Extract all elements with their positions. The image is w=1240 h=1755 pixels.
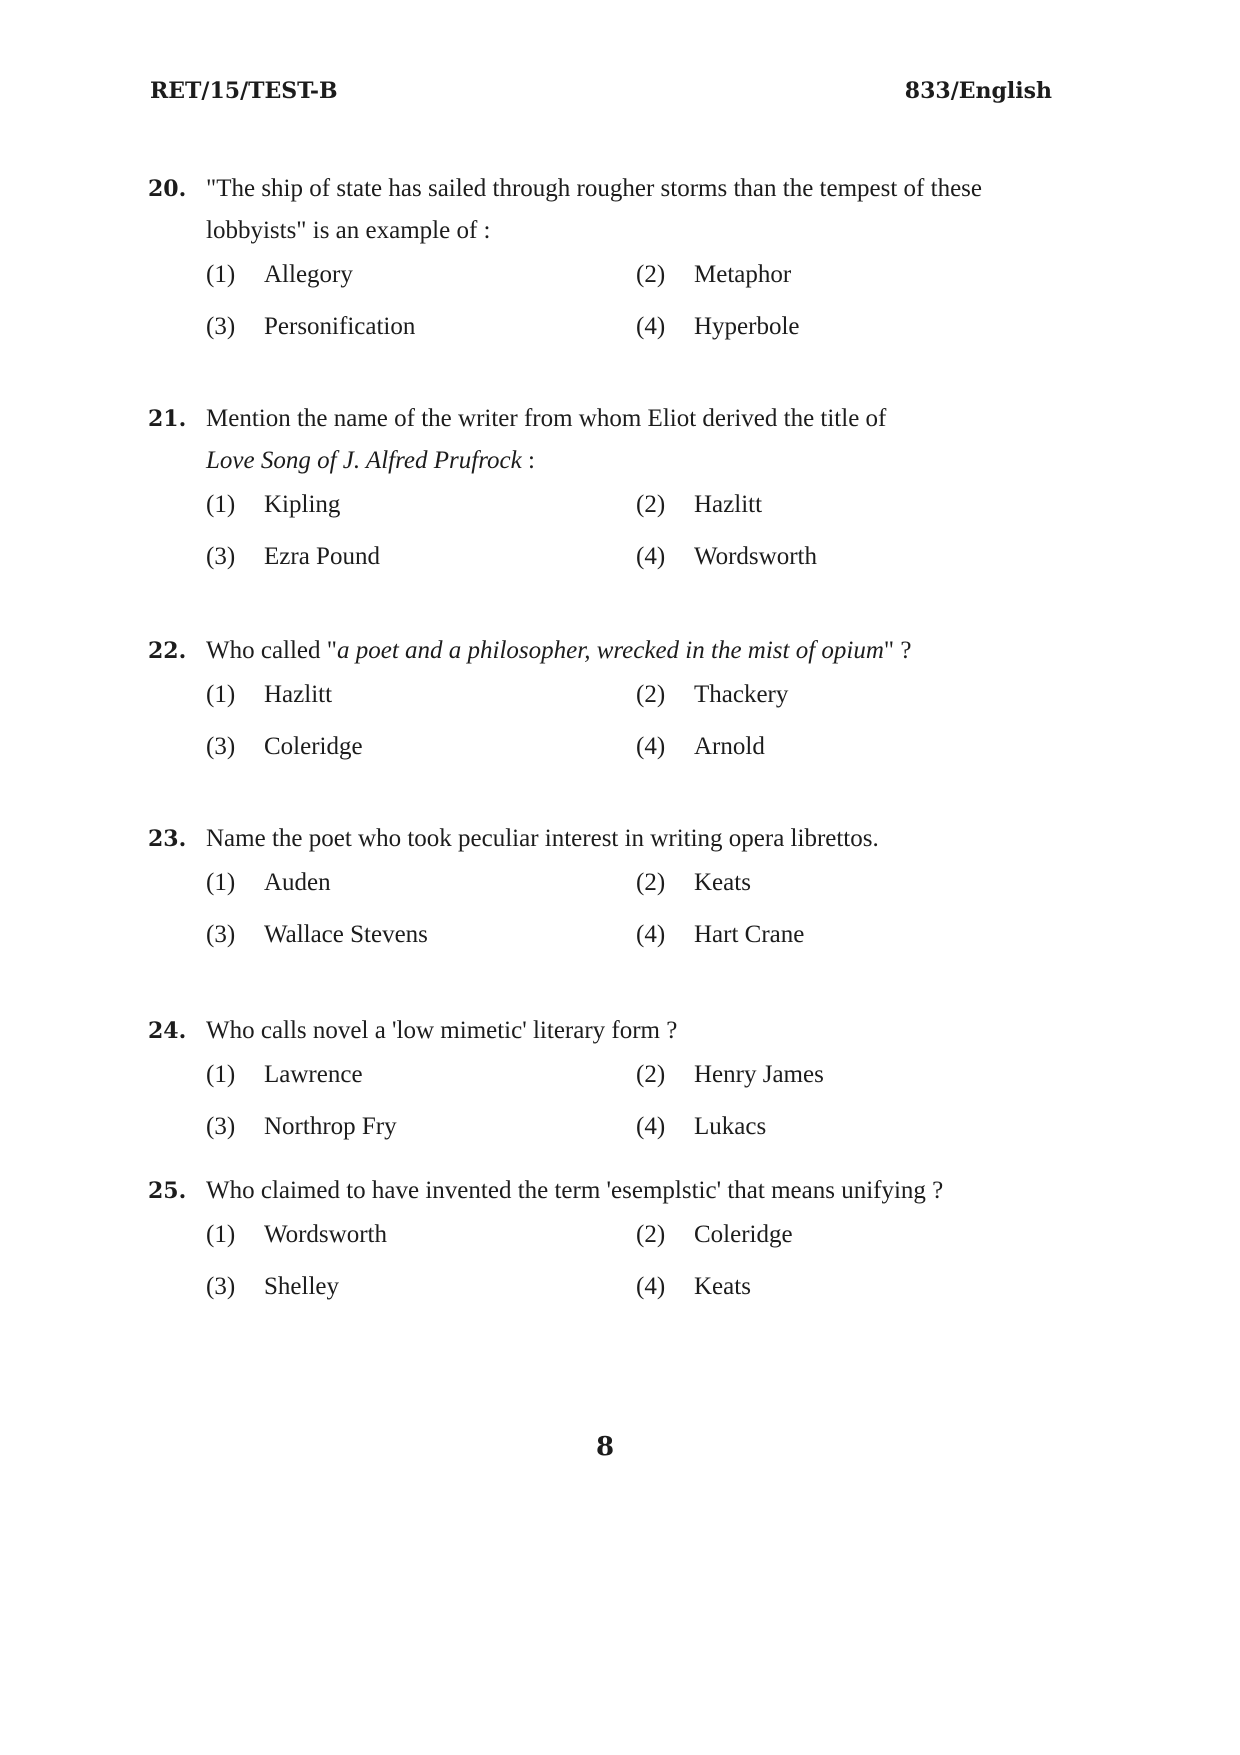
question-number: 22. (148, 638, 187, 664)
option-1[interactable] (206, 484, 340, 526)
option-1[interactable] (206, 862, 331, 904)
option-number: (2) (636, 261, 666, 288)
option-number: (1) (206, 869, 236, 896)
option-label: Coleridge (694, 1221, 793, 1248)
option-number: (1) (206, 681, 236, 708)
question-stem (148, 818, 1058, 860)
option-number: (2) (636, 491, 666, 518)
option-3[interactable] (206, 306, 415, 348)
option-label: Allegory (264, 261, 353, 288)
option-2[interactable] (636, 484, 762, 526)
option-2[interactable] (636, 674, 788, 716)
subject-code: 833/English (904, 78, 1052, 104)
option-number: (1) (206, 1061, 236, 1088)
question-stem (148, 1170, 1058, 1212)
option-label: Hazlitt (264, 681, 333, 708)
question-21 (148, 398, 1058, 586)
question-number: 21. (148, 406, 187, 432)
test-code: RET/15/TEST-B (150, 78, 338, 104)
option-3[interactable] (206, 726, 363, 768)
option-number: (1) (206, 491, 236, 518)
quoted-phrase: a poet and a philosopher, wrecked in the mist of opium (336, 637, 884, 664)
option-number: (3) (206, 921, 236, 948)
option-label: Coleridge (264, 733, 363, 760)
answer-options (206, 1052, 1058, 1156)
question-number: 20. (148, 176, 187, 202)
question-stem (148, 398, 1058, 482)
option-label: Hart Crane (694, 921, 805, 948)
option-label: Shelley (264, 1273, 339, 1300)
option-number: (2) (636, 869, 666, 896)
question-number: 25. (148, 1178, 187, 1204)
option-number: (4) (636, 543, 666, 570)
option-number: (3) (206, 733, 236, 760)
option-4[interactable] (636, 536, 817, 578)
option-4[interactable] (636, 726, 765, 768)
option-1[interactable] (206, 254, 353, 296)
option-1[interactable] (206, 1054, 363, 1096)
option-label: Wordsworth (264, 1221, 387, 1248)
option-3[interactable] (206, 536, 380, 578)
option-1[interactable] (206, 674, 332, 716)
question-25 (148, 1170, 1058, 1316)
page-number: 8 (595, 1432, 615, 1462)
option-4[interactable] (636, 1106, 766, 1148)
question-number: 24. (148, 1018, 187, 1044)
option-number: (4) (636, 733, 666, 760)
option-number: (2) (636, 681, 666, 708)
option-3[interactable] (206, 1266, 339, 1308)
answer-options (206, 252, 1058, 356)
question-stem (148, 168, 1058, 252)
page-header (150, 78, 1050, 118)
option-2[interactable] (636, 1054, 824, 1096)
option-label: Arnold (694, 733, 765, 760)
option-number: (4) (636, 1113, 666, 1140)
option-number: (3) (206, 1113, 236, 1140)
option-2[interactable] (636, 862, 751, 904)
answer-options (206, 482, 1058, 586)
option-label: Wordsworth (694, 543, 817, 570)
option-label: Wallace Stevens (264, 921, 428, 948)
question-text: Name the poet who took peculiar interest in writing opera librettos. (206, 825, 879, 852)
question-text-end: : (521, 447, 535, 474)
option-4[interactable] (636, 914, 804, 956)
answer-options (206, 1212, 1058, 1316)
question-22 (148, 630, 1058, 776)
option-label: Metaphor (694, 261, 792, 288)
question-number: 23. (148, 826, 187, 852)
option-number: (1) (206, 261, 236, 288)
option-label: Northrop Fry (264, 1113, 397, 1140)
work-title: Love Song of J. Alfred Prufrock (206, 447, 522, 474)
question-stem (148, 1010, 1058, 1052)
option-number: (1) (206, 1221, 236, 1248)
option-label: Keats (694, 1273, 751, 1300)
question-text: Who calls novel a 'low mimetic' literary form ? (206, 1017, 678, 1044)
option-number: (4) (636, 313, 666, 340)
option-label: Lukacs (694, 1113, 767, 1140)
question-text: Who claimed to have invented the term 'esemplstic' that means unifying ? (206, 1177, 944, 1204)
option-label: Henry James (694, 1061, 824, 1088)
option-number: (3) (206, 1273, 236, 1300)
option-label: Auden (264, 869, 331, 896)
option-number: (3) (206, 313, 236, 340)
option-2[interactable] (636, 254, 791, 296)
option-4[interactable] (636, 1266, 751, 1308)
question-20 (148, 168, 1058, 356)
option-label: Thackery (694, 681, 789, 708)
question-24 (148, 1010, 1058, 1156)
option-label: Lawrence (264, 1061, 363, 1088)
option-1[interactable] (206, 1214, 387, 1256)
option-number: (2) (636, 1061, 666, 1088)
option-4[interactable] (636, 306, 800, 348)
answer-options (206, 860, 1058, 964)
option-3[interactable] (206, 1106, 397, 1148)
question-stem (148, 630, 1058, 672)
answer-options (206, 672, 1058, 776)
option-label: Kipling (264, 491, 341, 518)
question-text: Mention the name of the writer from whom Eliot derived the title of (206, 405, 887, 432)
option-label: Hazlitt (694, 491, 763, 518)
option-label: Personification (264, 313, 416, 340)
question-23 (148, 818, 1058, 964)
option-label: Ezra Pound (264, 543, 380, 570)
question-text-end: " ? (883, 637, 912, 664)
option-number: (3) (206, 543, 236, 570)
option-label: Keats (694, 869, 751, 896)
option-3[interactable] (206, 914, 428, 956)
question-text: "The ship of state has sailed through rougher storms than the tempest of these lobbyists" is an example of : (206, 175, 983, 244)
question-text: Who called " (206, 637, 337, 664)
option-2[interactable] (636, 1214, 793, 1256)
option-number: (4) (636, 921, 666, 948)
option-number: (4) (636, 1273, 666, 1300)
option-label: Hyperbole (694, 313, 800, 340)
option-number: (2) (636, 1221, 666, 1248)
